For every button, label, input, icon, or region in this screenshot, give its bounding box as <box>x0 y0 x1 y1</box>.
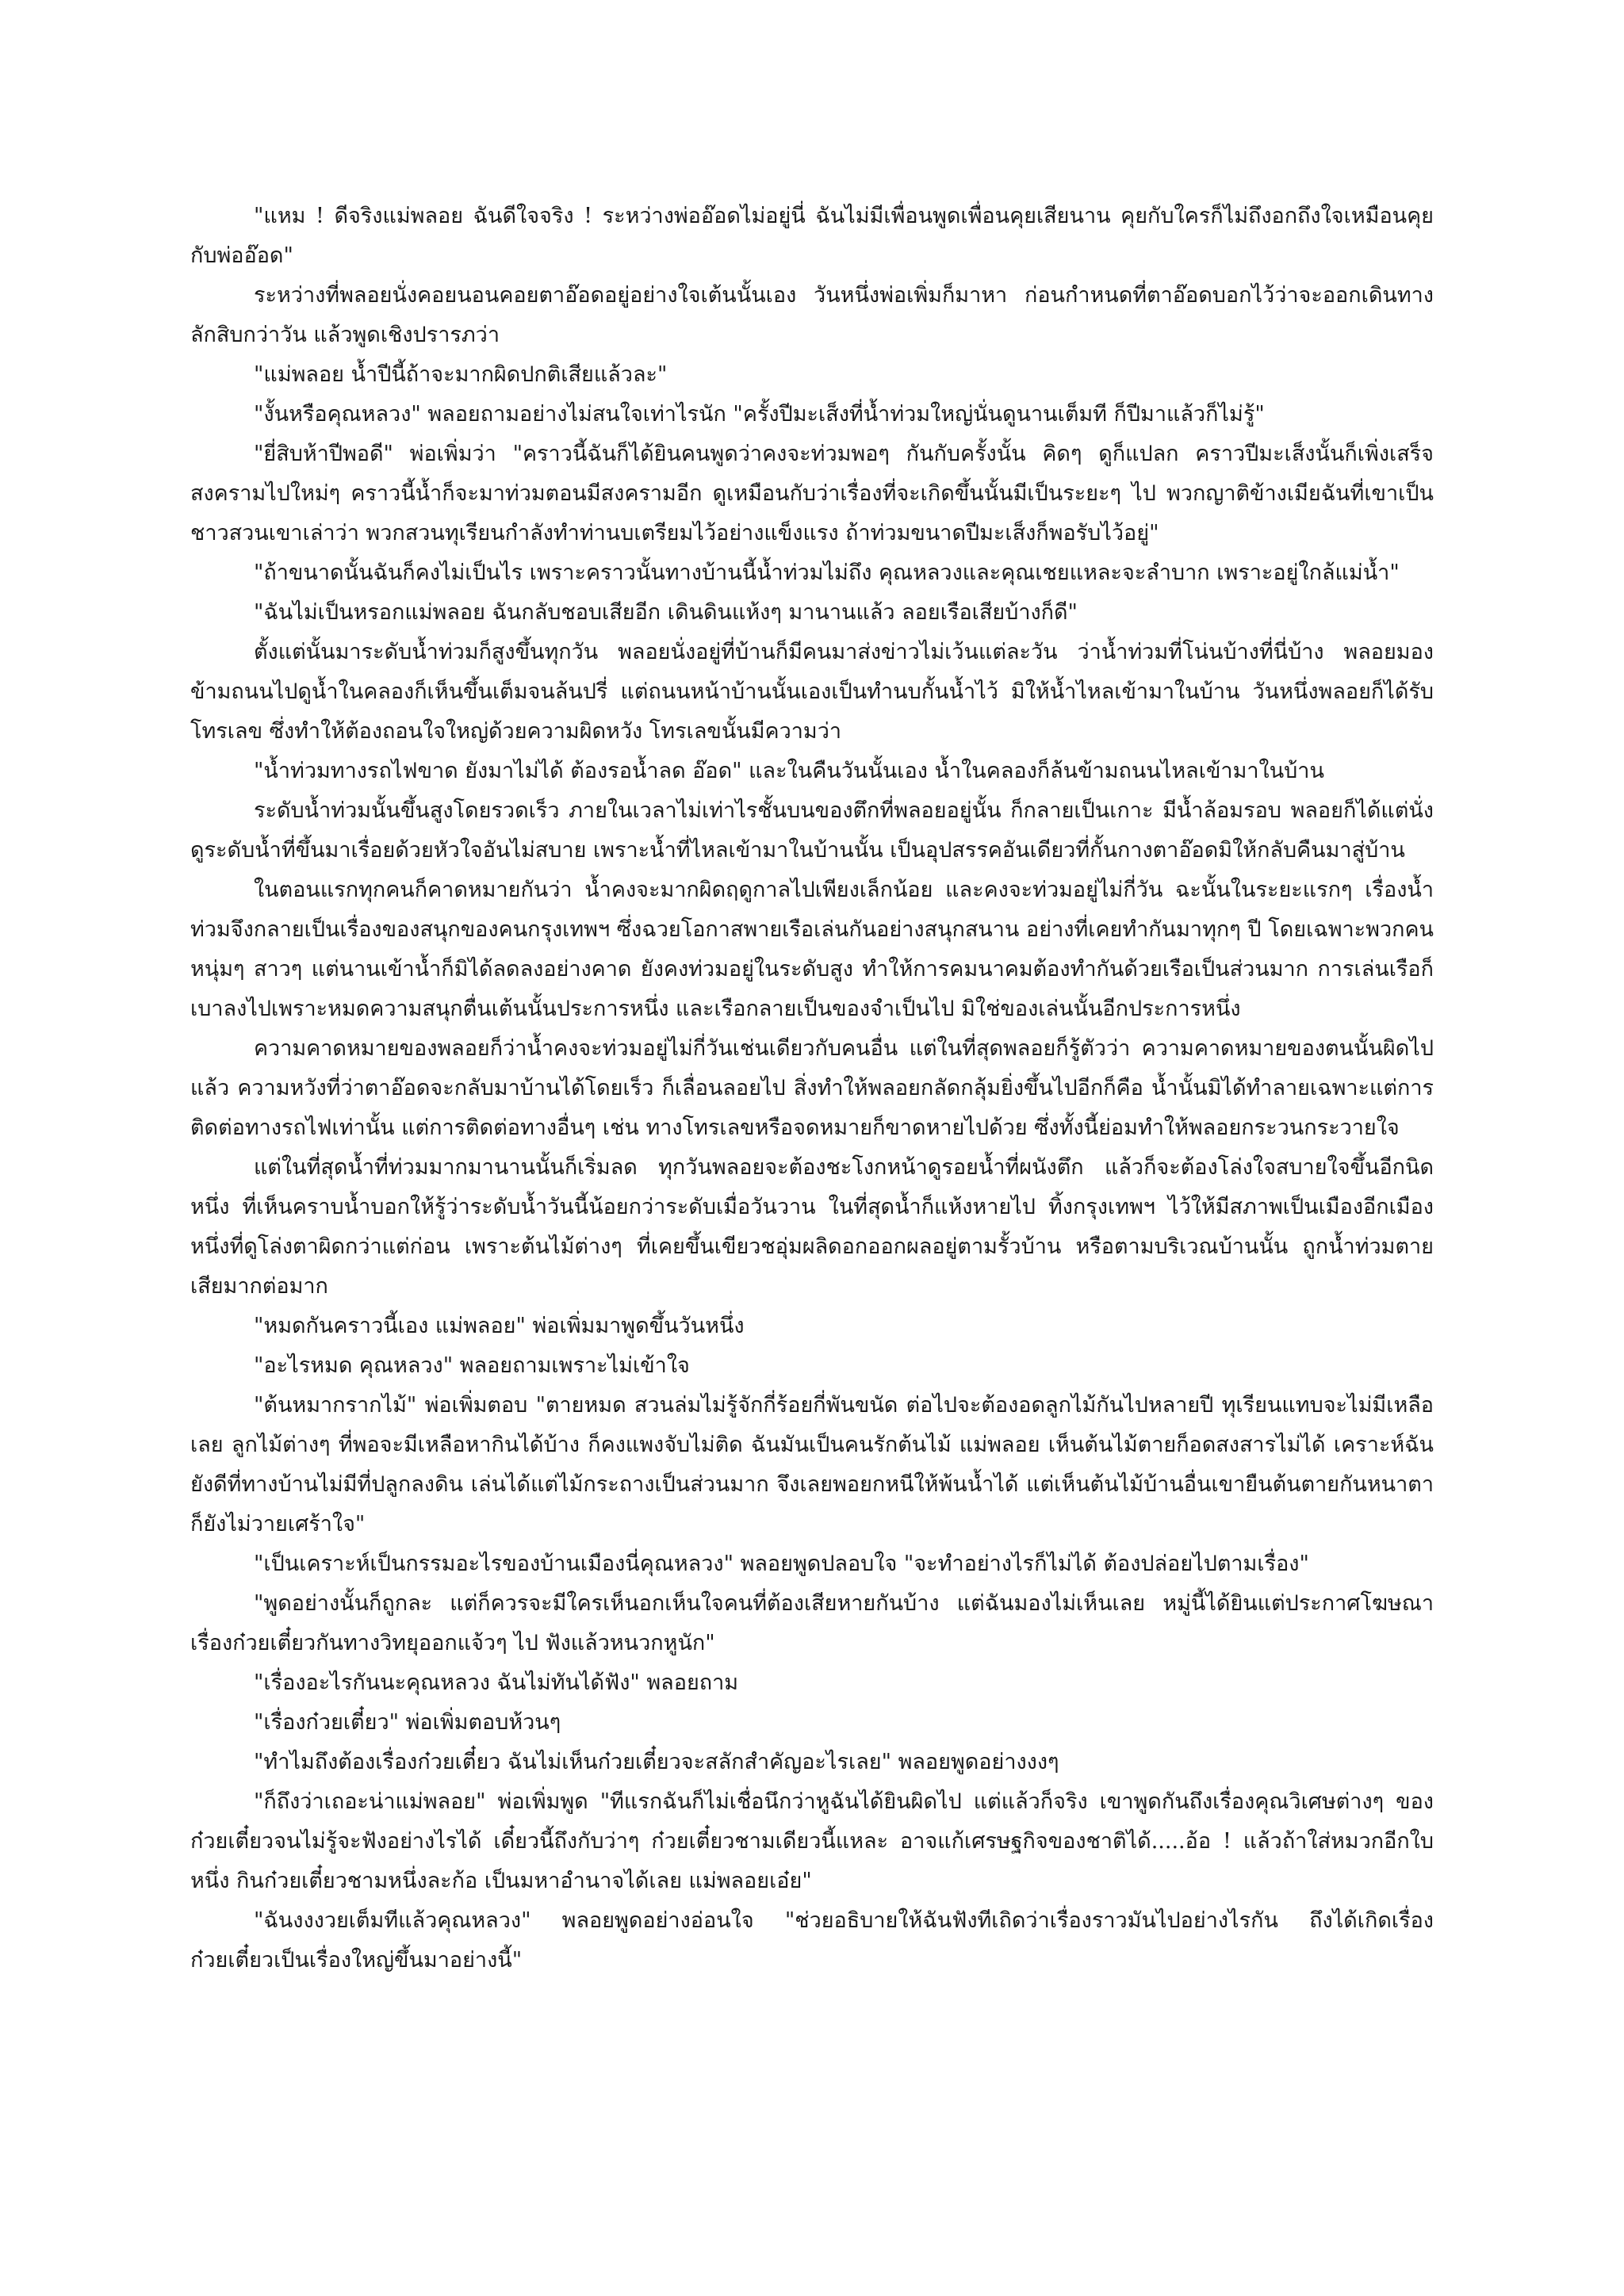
paragraph: "ถ้าขนาดนั้นฉันก็คงไม่เป็นไร เพราะคราวนั้นทางบ้านนี้น้ำท่วมไม่ถึง คุณหลวงและคุณเชยแหละจะลำบาก เพราะอยู่ใกล้แม่น้ำ" <box>254 561 1400 585</box>
paragraph: "พูดอย่างนั้นก็ถูกละ แต่ก็ควรจะมีใครเห็นอกเห็นใจคนที่ต้องเสียหายกันบ้าง แต่ฉันมองไม่เห็นเลย หมู่นี้ได้ยินแต่ประกาศโฆษณาเรื่องก๋วยเตี๋ยวกันทางวิทยุออกแจ้วๆ ไป ฟังแล้วหนวกหูนัก" <box>190 1591 1434 1655</box>
paragraph: ระดับน้ำท่วมนั้นขึ้นสูงโดยรวดเร็ว ภายในเวลาไม่เท่าไรชั้นบนของตึกที่พลอยอยู่นั้น ก็กลายเป็นเกาะ มีน้ำล้อมรอบ พลอยก็ได้แต่นั่งดูระดับน้ำที่ขึ้นมาเรื่อยด้วยหัวใจอันไม่สบาย เพราะน้ำที่ไหลเข้ามาในบ้านนั้น เป็นอุปสรรคอันเดียวที่กั้นกางตาอ๊อดมิให้กลับคืนมาสู่บ้าน <box>190 798 1434 863</box>
paragraph: "ก็ถึงว่าเถอะน่าแม่พลอย" พ่อเพิ่มพูด "ทีแรกฉันก็ไม่เชื่อนึกว่าหูฉันได้ยินผิดไป แต่แล้วก็จริง เขาพูดกันถึงเรื่องคุณวิเศษต่างๆ ของก๋วยเตี๋ยวจนไม่รู้จะฟังอย่างไรได้ เดี๋ยวนี้ถึงกับว่าๆ ก๋วยเตี๋ยวชามเดียวนี้แหละ อาจแก้เศรษฐกิจของชาติได้.....อ้อ ! แล้วถ้าใส่หมวกอีกใบหนึ่ง กินก๋วยเตี๋ยวชามหนึ่งละก้อ เป็นมหาอำนาจได้เลย แม่พลอยเอ๋ย" <box>190 1789 1434 1893</box>
paragraph: "งั้นหรือคุณหลวง" พลอยถามอย่างไม่สนใจเท่าไรนัก "ครั้งปีมะเส็งที่น้ำท่วมใหญ่นั่นดูนานเต็มที ก็ปีมาแล้วก็ไม่รู้" <box>254 402 1265 427</box>
paragraph: "ฉันไม่เป็นหรอกแม่พลอย ฉันกลับชอบเสียอีก เดินดินแห้งๆ มานานแล้ว ลอยเรือเสียบ้างก็ดี" <box>254 600 1078 625</box>
paragraph: "เรื่องอะไรกันนะคุณหลวง ฉันไม่ทันได้ฟัง" พลอยถาม <box>254 1670 739 1695</box>
paragraph: "เรื่องก๋วยเตี๋ยว" พ่อเพิ่มตอบห้วนๆ <box>254 1710 561 1735</box>
paragraph: "เป็นเคราะห์เป็นกรรมอะไรของบ้านเมืองนี่คุณหลวง" พลอยพูดปลอบใจ "จะทำอย่างไรก็ไม่ได้ ต้องปล่อยไปตามเรื่อง" <box>254 1552 1309 1576</box>
paragraph: "น้ำท่วมทางรถไฟขาด ยังมาไม่ได้ ต้องรอน้ำลด อ๊อด" และในคืนวันนั้นเอง น้ำในคลองก็ล้นข้ามถนนไหลเข้ามาในบ้าน <box>254 759 1324 783</box>
paragraph: "ฉันงงงวยเต็มทีแล้วคุณหลวง" พลอยพูดอย่างอ่อนใจ "ช่วยอธิบายให้ฉันฟังทีเถิดว่าเรื่องราวมันไปอย่างไรกัน ถึงได้เกิดเรื่องก๋วยเตี๋ยวเป็นเรื่องใหญ่ขึ้นมาอย่างนี้" <box>190 1908 1434 1973</box>
paragraph: "ยี่สิบห้าปีพอดี" พ่อเพิ่มว่า "คราวนี้ฉันก็ได้ยินคนพูดว่าคงจะท่วมพอๆ กันกับครั้งนั้น คิดๆ ดูก็แปลก คราวปีมะเส็งนั้นก็เพิ่งเสร็จสงครามไปใหม่ๆ คราวนี้น้ำก็จะมาท่วมตอนมีสงครามอีก ดูเหมือนกับว่าเรื่องที่จะเกิดขึ้นนั้นมีเป็นระยะๆ ไป พวกญาติข้างเมียฉันที่เขาเป็นชาวสวนเขาเล่าว่า พวกสวนทุเรียนกำลังทำท่านบเตรียมไว้อย่างแข็งแรง ถ้าท่วมขนาดปีมะเส็งก็พอรับไว้อยู่" <box>190 442 1434 545</box>
paragraph: ความคาดหมายของพลอยก็ว่าน้ำคงจะท่วมอยู่ไม่กี่วันเช่นเดียวกับคนอื่น แต่ในที่สุดพลอยก็รู้ตัวว่า ความคาดหมายของตนนั้นผิดไปแล้ว ความหวังที่ว่าตาอ๊อดจะกลับมาบ้านได้โดยเร็ว ก็เลื่อนลอยไป สิ่งทำให้พลอยกลัดกลุ้มยิ่งขึ้นไปอีกก็คือ น้ำนั้นมิได้ทำลายเฉพาะแต่การติดต่อทางรถไฟเท่านั้น แต่การติดต่อทางอื่นๆ เช่น ทางโทรเลขหรือจดหมายก็ขาดหายไปด้วย ซึ่งทั้งนี้ย่อมทำให้พลอยกระวนกระวายใจ <box>190 1036 1434 1140</box>
paragraph: ในตอนแรกทุกคนก็คาดหมายกันว่า น้ำคงจะมากผิดฤดูกาลไปเพียงเล็กน้อย และคงจะท่วมอยู่ไม่กี่วัน ฉะนั้นในระยะแรกๆ เรื่องน้ำท่วมจึงกลายเป็นเรื่องของสนุกของคนกรุงเทพฯ ซึ่งฉวยโอกาสพายเรือเล่นกันอย่างสนุกสนาน อย่างที่เคยทำกันมาทุกๆ ปี โดยเฉพาะพวกคนหนุ่มๆ สาวๆ แต่นานเข้าน้ำก็มิได้ลดลงอย่างคาด ยังคงท่วมอยู่ในระดับสูง ทำให้การคมนาคมต้องทำกันด้วยเรือเป็นส่วนมาก การเล่นเรือก็เบาลงไปเพราะหมดความสนุกตื่นเต้นนั้นประการหนึ่ง และเรือกลายเป็นของจำเป็นไป มิใช่ของเล่นนั้นอีกประการหนึ่ง <box>190 878 1434 1021</box>
paragraph: "ทำไมถึงต้องเรื่องก๋วยเตี๋ยว ฉันไม่เห็นก๋วยเตี๋ยวจะสลักสำคัญอะไรเลย" พลอยพูดอย่างงงๆ <box>254 1750 1059 1774</box>
paragraph: แต่ในที่สุดน้ำที่ท่วมมากมานานนั้นก็เริ่มลด ทุกวันพลอยจะต้องชะโงกหน้าดูรอยน้ำที่ผนังตึก แล้วก็จะต้องโล่งใจสบายใจขึ้นอีกนิดหนึ่ง ที่เห็นคราบน้ำบอกให้รู้ว่าระดับน้ำวันนี้น้อยกว่าระดับเมื่อวันวาน ในที่สุดน้ำก็แห้งหายไป ทิ้งกรุงเทพฯ ไว้ให้มีสภาพเป็นเมืองอีกเมืองหนึ่งที่ดูโล่งตาผิดกว่าแต่ก่อน เพราะต้นไม้ต่างๆ ที่เคยขึ้นเขียวชอุ่มผลิดอกออกผลอยู่ตามรั้วบ้าน หรือตามบริเวณบ้านนั้น ถูกน้ำท่วมตายเสียมากต่อมาก <box>190 1155 1434 1299</box>
document-body <box>190 197 1434 1980</box>
paragraph: "แม่พลอย น้ำปีนี้ถ้าจะมากผิดปกติเสียแล้วละ" <box>254 362 668 387</box>
paragraph: ระหว่างที่พลอยนั่งคอยนอนคอยตาอ๊อดอยู่อย่างใจเต้นนั้นเอง วันหนึ่งพ่อเพิ่มก็มาหา ก่อนกำหนดที่ตาอ๊อดบอกไว้ว่าจะออกเดินทางลักสิบกว่าวัน แล้วพูดเชิงปรารภว่า <box>190 283 1434 347</box>
paragraph: "ต้นหมากรากไม้" พ่อเพิ่มตอบ "ตายหมด สวนล่มไม่รู้จักกี่ร้อยกี่พันขนัด ต่อไปจะต้องอดลูกไม้กันไปหลายปี ทุเรียนแทบจะไม่มีเหลือเลย ลูกไม้ต่างๆ ที่พอจะมีเหลือหากินได้บ้าง ก็คงแพงจับไม่ติด ฉันมันเป็นคนรักต้นไม้ แม่พลอย เห็นต้นไม้ตายก็อดสงสารไม่ได้ เคราะห์ฉันยังดีที่ทางบ้านไม่มีที่ปลูกลงดิน เล่นได้แต่ไม้กระถางเป็นส่วนมาก จึงเลยพอยกหนีให้พ้นน้ำได้ แต่เห็นต้นไม้บ้านอื่นเขายืนต้นตายกันหนาตา ก็ยังไม่วายเศร้าใจ" <box>190 1393 1434 1536</box>
paragraph: "อะไรหมด คุณหลวง" พลอยถามเพราะไม่เข้าใจ <box>254 1353 690 1378</box>
paragraph: "แหม ! ดีจริงแม่พลอย ฉันดีใจจริง ! ระหว่างพ่ออ๊อดไม่อยู่นี่ ฉันไม่มีเพื่อนพูดเพื่อนคุยเสียนาน คุยกับใครก็ไม่ถึงอกถึงใจเหมือนคุยกับพ่ออ๊อด" <box>190 204 1434 268</box>
paragraph: "หมดกันคราวนี้เอง แม่พลอย" พ่อเพิ่มมาพูดขึ้นวันหนึ่ง <box>254 1314 745 1338</box>
paragraph: ตั้งแต่นั้นมาระดับน้ำท่วมก็สูงขึ้นทุกวัน พลอยนั่งอยู่ที่บ้านก็มีคนมาส่งข่าวไม่เว้นแต่ละวัน ว่าน้ำท่วมที่โน่นบ้างที่นี่บ้าง พลอยมองข้ามถนนไปดูน้ำในคลองก็เห็นขึ้นเต็มจนล้นปรี่ แต่ถนนหน้าบ้านนั้นเองเป็นทำนบกั้นน้ำไว้ มิให้น้ำไหลเข้ามาในบ้าน วันหนึ่งพลอยก็ได้รับโทรเลข ซึ่งทำให้ต้องถอนใจใหญ่ด้วยความผิดหวัง โทรเลขนั้นมีความว่า <box>190 640 1434 744</box>
